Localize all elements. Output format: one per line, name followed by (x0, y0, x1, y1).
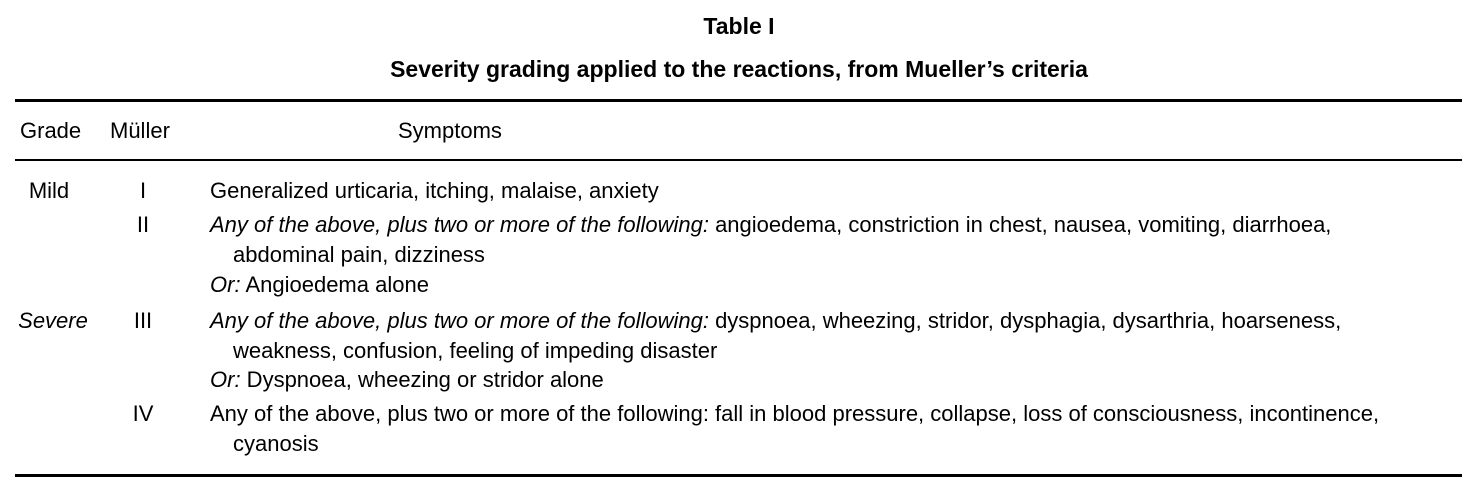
row-grade: Mild (28, 178, 70, 203)
header-symptoms: Symptoms (398, 118, 502, 143)
table-label: Table I (703, 13, 775, 39)
row-muller: II (136, 212, 150, 237)
symptom-line: Any of the above, plus two or more of the following: angioedema, constriction in chest, nausea, vomiting, diarrhoea, (210, 212, 1332, 237)
top-rule (15, 99, 1462, 102)
table-caption: Severity grading applied to the reactions, from Mueller’s criteria (390, 56, 1088, 82)
symptom-line: Generalized urticaria, itching, malaise, anxiety (210, 178, 659, 203)
symptom-line: Any of the above, plus two or more of the following: dyspnoea, wheezing, stridor, dysphagia, dysarthria, hoarseness, (210, 308, 1342, 333)
header-grade: Grade (20, 118, 82, 143)
symptom-line: Any of the above, plus two or more of the following: fall in blood pressure, collapse, loss of consciousness, incontinence, (210, 401, 1380, 426)
symptom-line-alternative: Or: Dyspnoea, wheezing or stridor alone (210, 367, 604, 392)
symptom-line-continuation: weakness, confusion, feeling of impeding disaster (233, 338, 718, 363)
symptom-line-alternative: Or: Angioedema alone (210, 272, 429, 297)
row-grade: Severe (18, 308, 88, 333)
bottom-rule (15, 474, 1462, 477)
row-muller: I (139, 178, 147, 203)
row-muller: III (133, 308, 153, 333)
header-muller: Müller (110, 118, 170, 143)
symptom-line-continuation: cyanosis (233, 431, 319, 456)
row-muller: IV (132, 401, 154, 426)
header-rule (15, 159, 1462, 161)
symptom-line-continuation: abdominal pain, dizziness (233, 242, 485, 267)
